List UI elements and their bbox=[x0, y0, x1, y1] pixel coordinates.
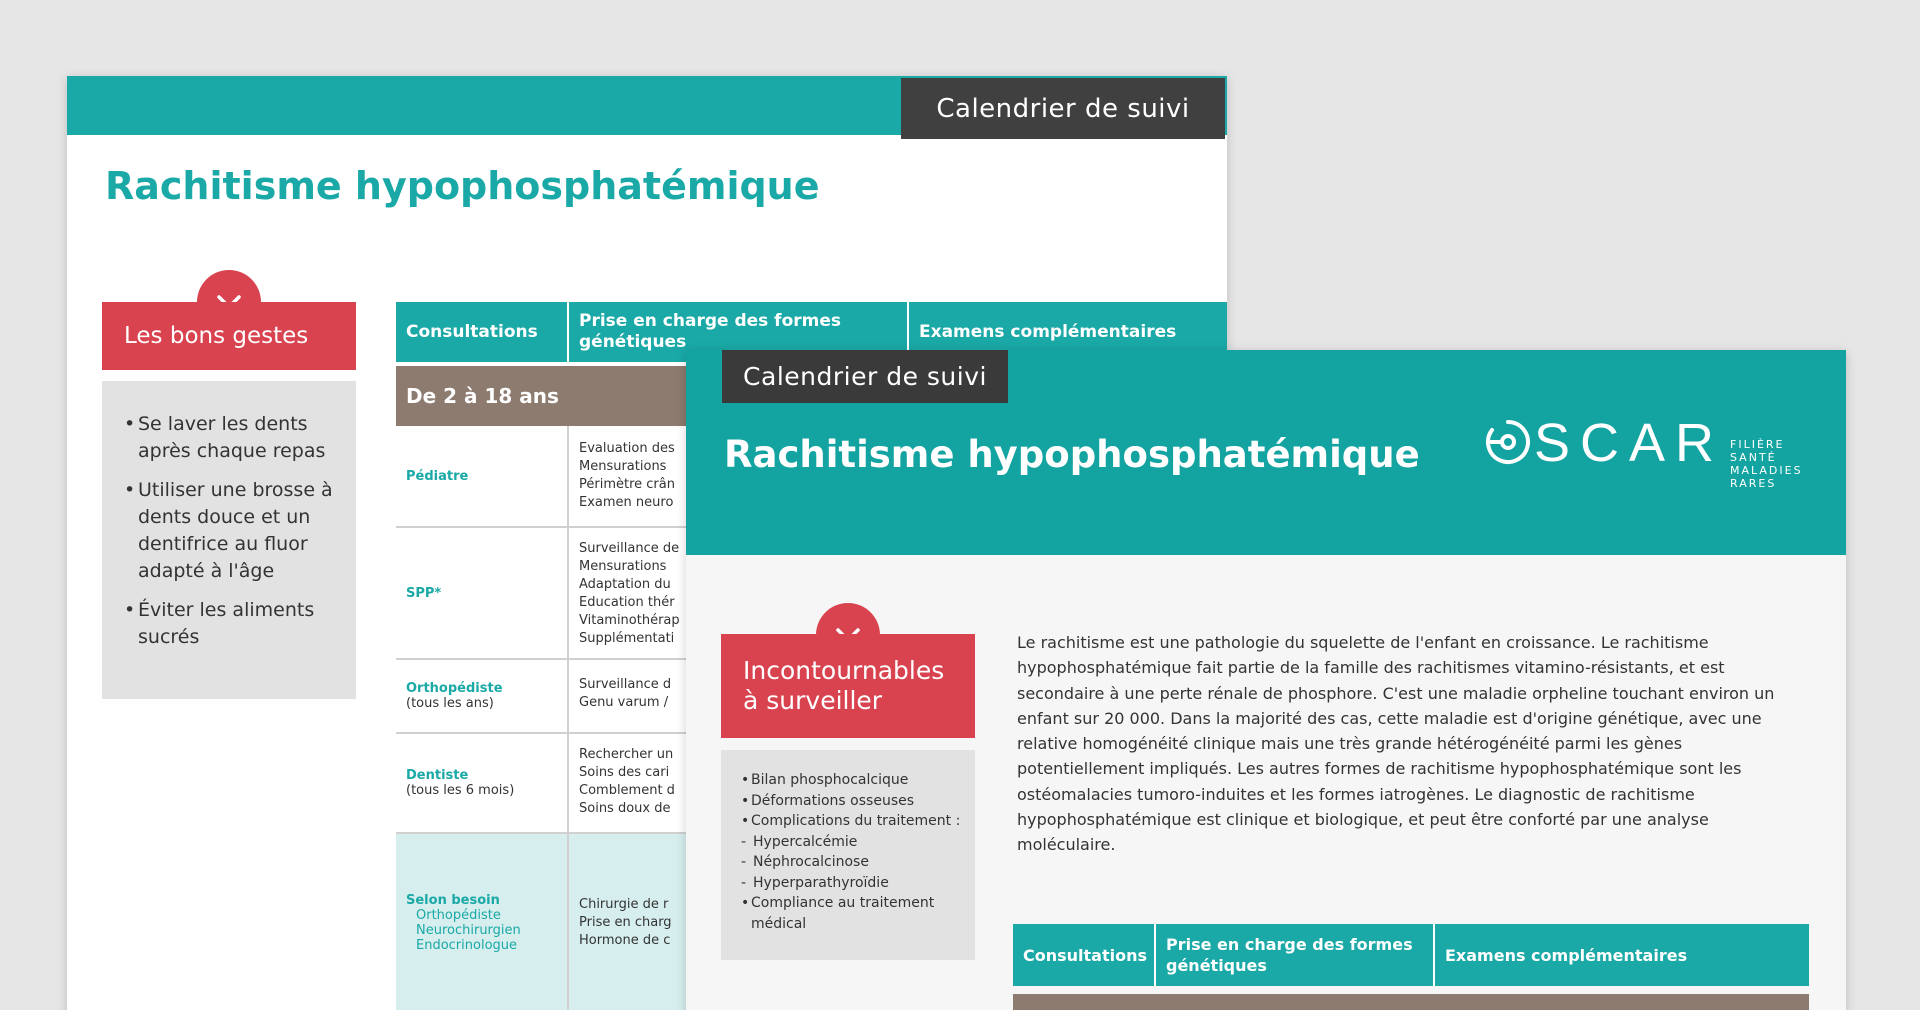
column-header: Consultations bbox=[396, 302, 569, 362]
specialist-label: Neurochirurgien bbox=[416, 923, 521, 938]
column-header: Prise en charge des formes génétiques bbox=[569, 302, 909, 362]
oscar-logo-tagline bbox=[1730, 438, 1803, 490]
care-line: Hormone de c bbox=[579, 933, 671, 948]
consultation-label: SPP* bbox=[406, 585, 442, 601]
tagline-line: SANTÉ bbox=[1730, 451, 1777, 464]
care-line: Rechercher un bbox=[579, 747, 674, 762]
care-line: Prise en charg bbox=[579, 915, 672, 930]
care-line: Vitaminothérap bbox=[579, 613, 680, 628]
care-line: Comblement d bbox=[579, 783, 675, 798]
list-subitem: - Hypercalcémie bbox=[741, 832, 963, 853]
consultation-label: Orthopédiste bbox=[406, 681, 503, 696]
list-item-continuation: médical bbox=[751, 915, 807, 932]
list-item: • Compliance au traitement bbox=[741, 893, 963, 914]
list-subitem: - Hyperparathyroïdie bbox=[741, 873, 963, 894]
consultation-frequency: (tous les ans) bbox=[406, 696, 494, 711]
specialist-label: Endocrinologue bbox=[416, 938, 518, 953]
front-follow-up-table bbox=[1013, 924, 1809, 1010]
list-item: • Complications du traitement : bbox=[741, 811, 963, 832]
care-line: Examen neuro bbox=[579, 495, 674, 510]
care-line: Mensurations bbox=[579, 559, 667, 574]
heading-line: à surveiller bbox=[743, 686, 883, 715]
column-header: Consultations bbox=[1013, 924, 1156, 986]
back-calendar-tag: Calendrier de suivi bbox=[901, 78, 1225, 139]
care-line: Soins des cari bbox=[579, 765, 670, 780]
consultation-label: Dentiste bbox=[406, 768, 469, 783]
oscar-logo bbox=[1484, 412, 1814, 492]
front-calendar-tag: Calendrier de suivi bbox=[722, 350, 1008, 403]
list-item: • Utiliser une brosse à dents douce et un dentifrice au fluor adapté à l'âge bbox=[124, 477, 338, 585]
tagline-line: MALADIES bbox=[1730, 464, 1803, 477]
oscar-logo-icon bbox=[1484, 418, 1532, 466]
back-document-title: Rachitisme hypophosphatémique bbox=[105, 164, 820, 208]
care-line: Genu varum / bbox=[579, 695, 669, 710]
heading-line: Incontournables bbox=[743, 656, 945, 685]
consultation-frequency: (tous les 6 mois) bbox=[406, 783, 515, 798]
incontournables-heading bbox=[721, 634, 975, 738]
bons-gestes-panel bbox=[102, 381, 356, 699]
list-item: • Éviter les aliments sucrés bbox=[124, 597, 338, 651]
front-document-card bbox=[686, 350, 1846, 1010]
tagline-line: RARES bbox=[1730, 477, 1777, 490]
age-band-row: De 2 à 18 ans bbox=[396, 366, 1227, 426]
care-line: Périmètre crân bbox=[579, 477, 675, 492]
oscar-logo-word: SCAR bbox=[1534, 413, 1725, 473]
list-item: • Bilan phosphocalcique bbox=[741, 770, 963, 791]
specialist-label: Orthopédiste bbox=[416, 908, 501, 923]
consultation-label: Selon besoin bbox=[406, 893, 500, 908]
list-item: • Déformations osseuses bbox=[741, 791, 963, 812]
column-header: Prise en charge des formes génétiques bbox=[1156, 924, 1435, 986]
incontournables-panel bbox=[721, 750, 975, 960]
column-header: Examens complémentaires bbox=[909, 302, 1227, 362]
care-line: Chirurgie de r bbox=[579, 897, 669, 912]
care-line: Surveillance d bbox=[579, 677, 672, 692]
bons-gestes-heading: Les bons gestes bbox=[102, 302, 356, 370]
care-line: Supplémentati bbox=[579, 631, 675, 646]
care-line: Soins doux de bbox=[579, 801, 671, 816]
front-document-title: Rachitisme hypophosphatémique bbox=[724, 433, 1420, 476]
care-line: Evaluation des bbox=[579, 441, 675, 456]
tagline-line: FILIÈRE bbox=[1730, 438, 1785, 451]
care-line: Mensurations bbox=[579, 459, 667, 474]
age-band-row bbox=[1013, 994, 1809, 1010]
list-item: • Se laver les dents après chaque repas bbox=[124, 411, 338, 465]
care-line: Surveillance de bbox=[579, 541, 680, 556]
consultation-label: Pédiatre bbox=[406, 468, 469, 484]
list-subitem: - Néphrocalcinose bbox=[741, 852, 963, 873]
table-header bbox=[1013, 924, 1809, 986]
care-line: Education thér bbox=[579, 595, 675, 610]
intro-paragraph: Le rachitisme est une pathologie du squelette de l'enfant en croissance. Le rachitisme hypophosphatémique fait partie de la famille des rachitismes vitamino-résistants, et est secondaire à une perte rénale de phosphore. C'est une maladie orpheline touchant environ un enfant sur 20 000. Dans la majorité des cas, cette maladie est d'origine génétique, avec une relative homogénéité clinique mais une très grande hétérogénéité parmi les gènes potentiellement impliqués. Les autres formes de rachitisme hypophosphatémique sont les ostéomalacies tumoro-induites et les formes iatrogènes. Le diagnostic de rachitisme hypophosphatémique est clinique et biologique, et peut être conforté par une analyse moléculaire. bbox=[1017, 633, 1775, 855]
column-header: Examens complémentaires bbox=[1445, 945, 1688, 965]
care-line: Adaptation du bbox=[579, 577, 671, 592]
